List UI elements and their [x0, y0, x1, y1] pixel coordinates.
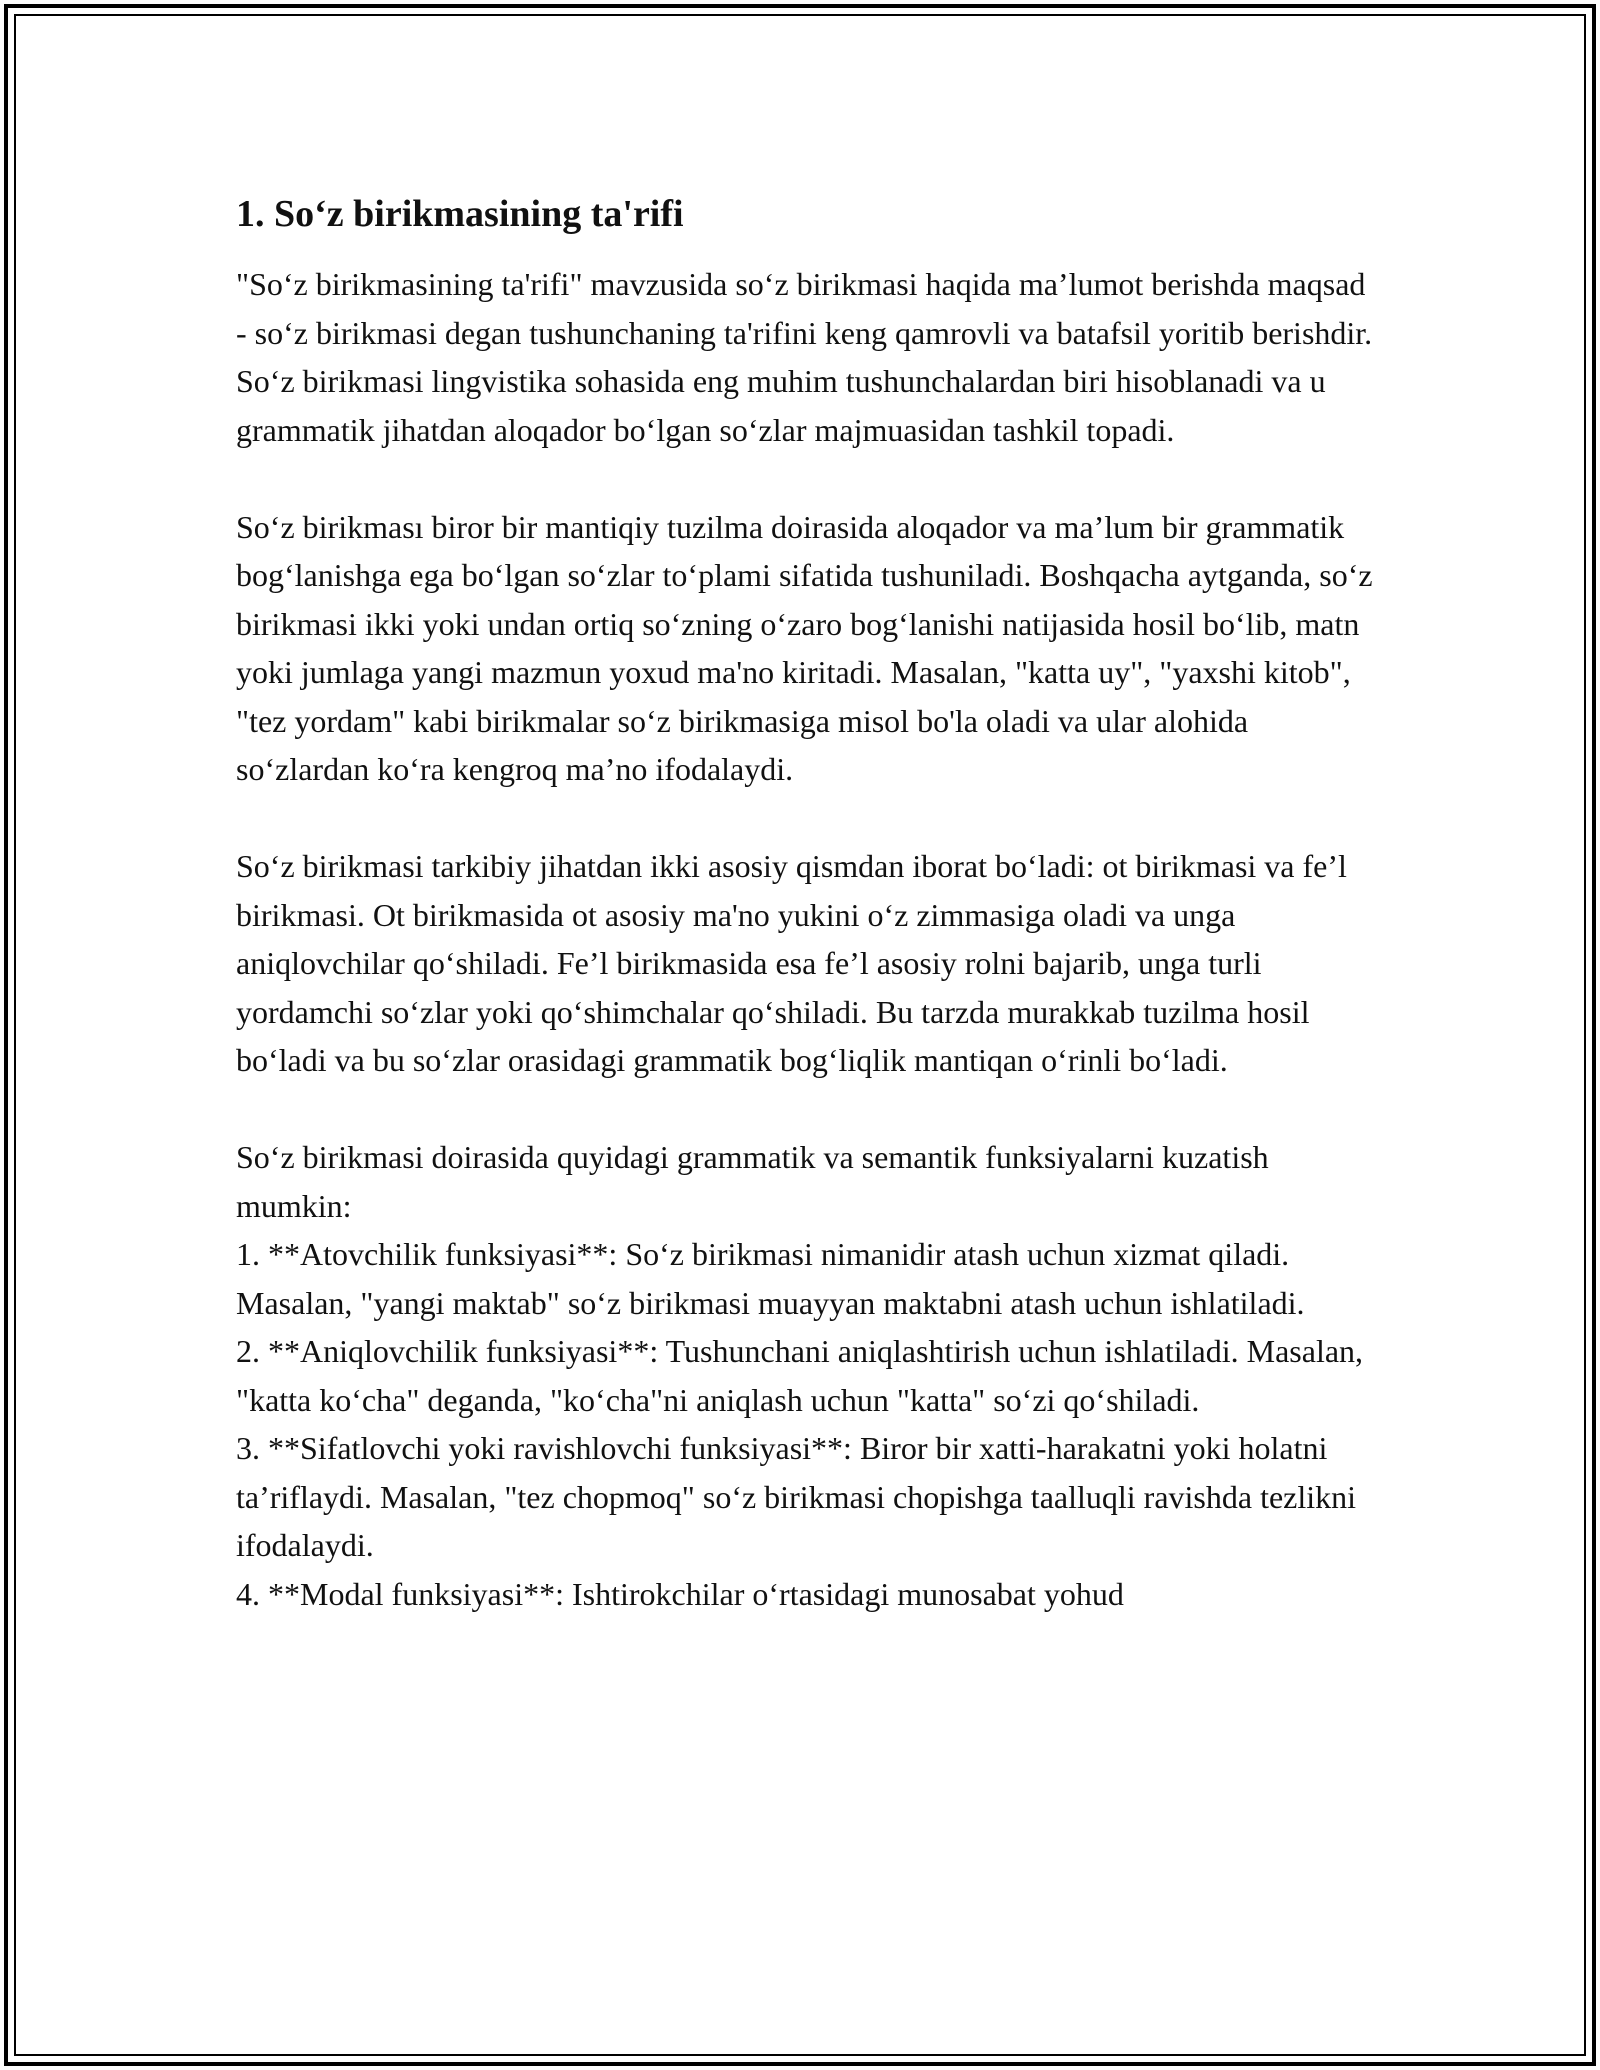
paragraph-structure: So‘z birikmasi tarkibiy jihatdan ikki asosiy qismdan iborat bo‘ladi: ot birikmasi va fe’l birikmasi. Ot birikmasida ot asosiy ma'no yukini o‘z zimmasiga oladi va unga aniqlovchilar qo‘shiladi. Fe’l birikmasida esa fe’l asosiy rolni bajarib, unga turli yordamchi so‘zlar yoki qo‘shimchalar qo‘shiladi. Bu tarzda murakkab tuzilma hosil bo‘ladi va bu so‘zlar orasidagi grammatik bog‘liqlik mantiqan o‘rinli bo‘ladi. [236, 848, 1347, 1078]
paragraph-definition: "So‘z birikmasining ta'rifi" mavzusida so‘z birikmasi haqida ma’lumot berishda maqsad - so‘z birikmasi degan tushunchaning ta'rifini keng qamrovli va batafsil yoritib berishdir. So‘z birikmasi lingvistika sohasida eng muhim tushunchalardan biri hisoblanadi va u grammatik jihatdan aloqador bo‘lgan so‘zlar majmuasidan tashkil topadi. [236, 266, 1373, 448]
paragraph-functions-intro: So‘z birikmasi doirasida quyidagi grammatik va semantik funksiyalarni kuzatish mumkin: [236, 1139, 1269, 1224]
paragraph-word-group: So‘z birikması biror bir mantiqiy tuzilma doirasida aloqador va ma’lum bir grammatik bog‘lanishga ega bo‘lgan so‘zlar to‘plami sifatida tushuniladi. Boshqacha aytganda, so‘z birikmasi ikki yoki undan ortiq so‘zning o‘zaro bog‘lanishi natijasida hosil bo‘lib, matn yoki jumlaga yangi mazmun yoxud ma'no kiritadi. Masalan, "katta uy", "yaxshi kitob", "tez yordam" kabi birikmalar so‘z birikmasiga misol bo'la oladi va ular alohida so‘zlardan ko‘ra kengroq ma’no ifodalaydi. [236, 508, 1373, 787]
list-item-defining-function: 2. **Aniqlovchilik funksiyasi**: Tushunchani aniqlashtirish uchun ishlatiladi. Masalan, "katta ko‘cha" deganda, "ko‘cha"ni aniqlash uchun "katta" so‘zi qo‘shiladi. [236, 1333, 1364, 1418]
list-item-modal-function: 4. **Modal funksiyasi**: Ishtirokchilar o‘rtasidagi munosabat yohud [236, 1575, 1124, 1612]
list-item-naming-function: 1. **Atovchilik funksiyasi**: So‘z birikmasi nimanidir atash uchun xizmat qiladi. Masalan, "yangi maktab" so‘z birikmasi muayyan maktabni atash uchun ishlatiladi. [236, 1236, 1305, 1321]
section-heading: 1. So‘z birikmasining ta'rifi [236, 193, 684, 235]
list-item-descriptive-function: 3. **Sifatlovchi yoki ravishlovchi funksiyasi**: Biror bir xatti-harakatni yoki holatni ta’riflaydi. Masalan, "tez chopmoq" so‘z birikmasi chopishga taalluqli ravishda tezlikni ifodalaydi. [236, 1430, 1357, 1563]
document-body [236, 188, 1376, 1618]
